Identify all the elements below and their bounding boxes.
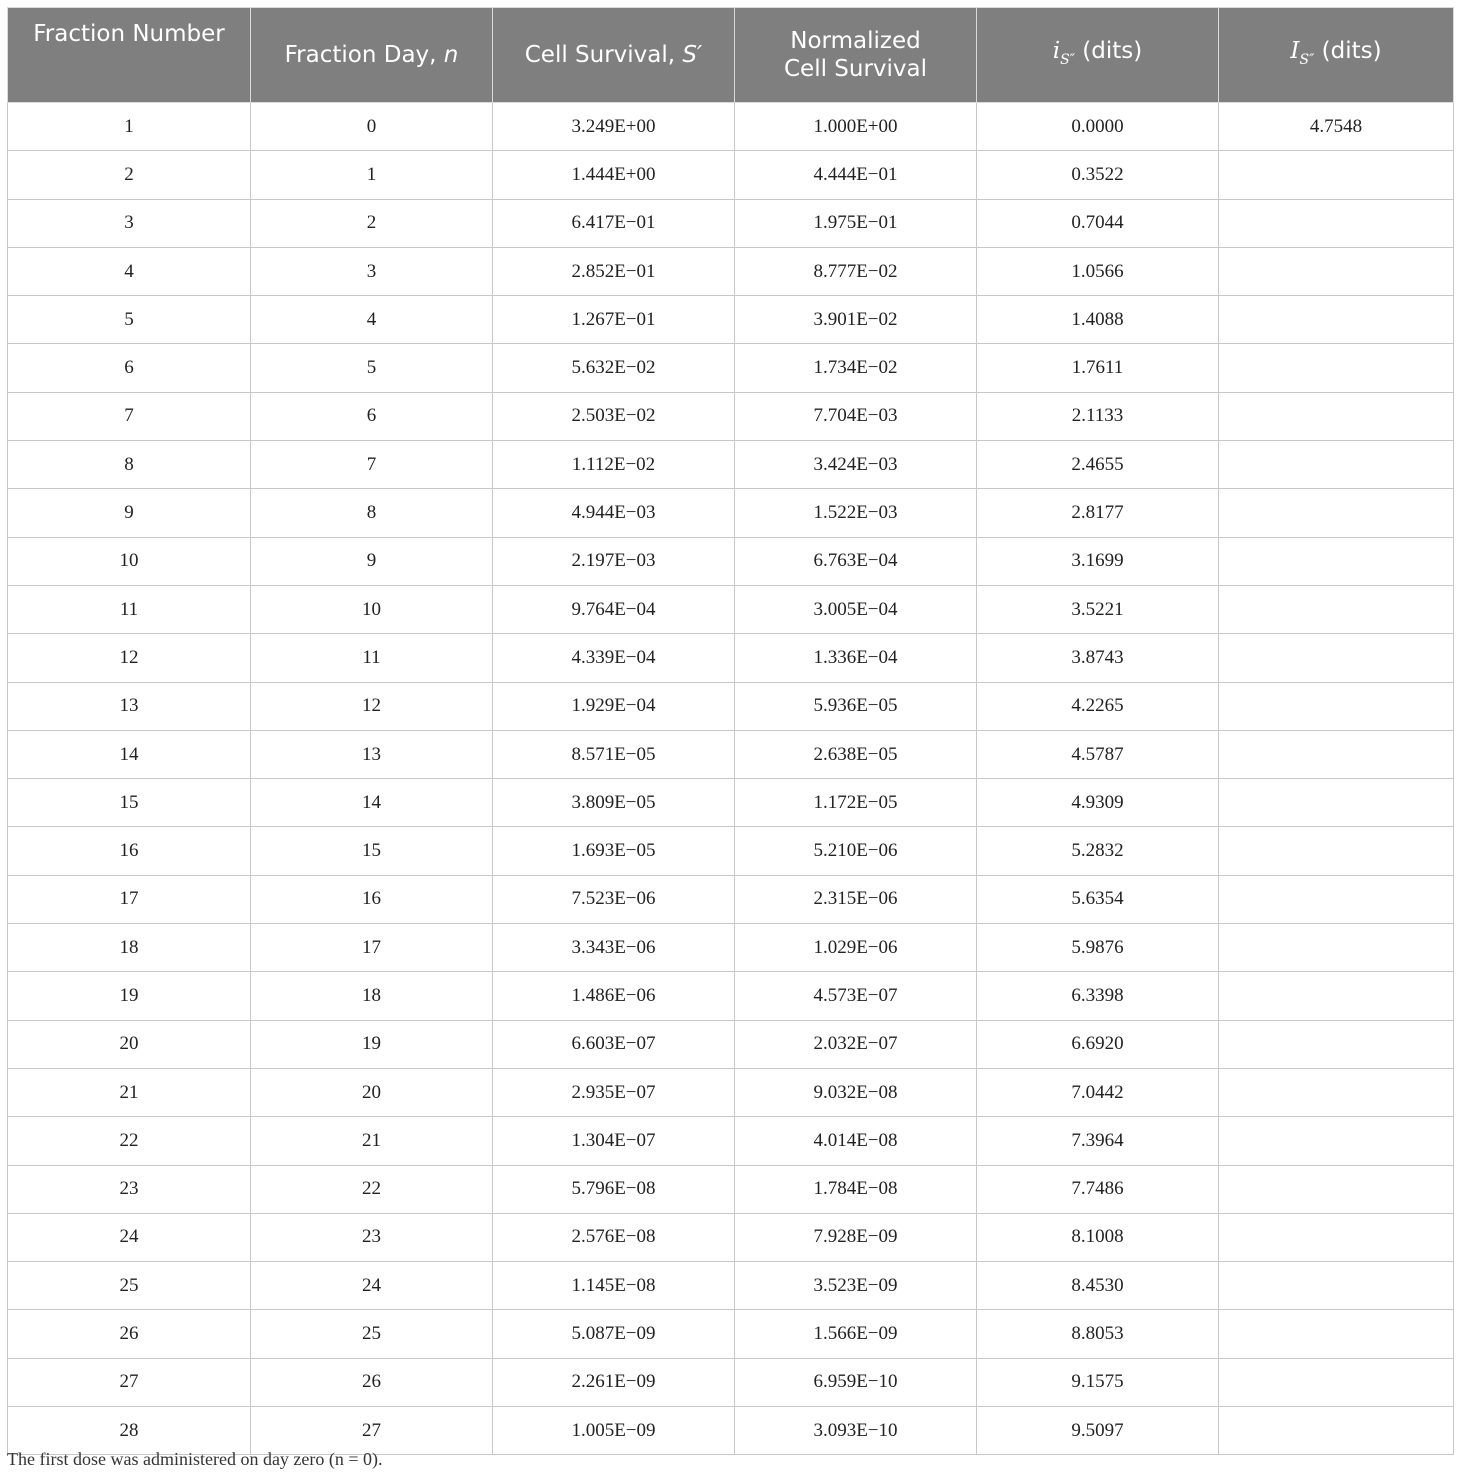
header-i-units: (dits) bbox=[1074, 37, 1143, 64]
cell-fraction-day: 4 bbox=[251, 296, 493, 344]
cell-normalized-survival: 3.523E−09 bbox=[735, 1262, 977, 1310]
cell-normalized-survival: 8.777E−02 bbox=[735, 247, 977, 295]
cell-I-dits bbox=[1219, 441, 1454, 489]
cell-i-dits: 9.1575 bbox=[977, 1358, 1219, 1406]
cell-fraction-number: 10 bbox=[8, 537, 251, 585]
table-row bbox=[8, 1310, 1454, 1358]
cell-fraction-number: 13 bbox=[8, 682, 251, 730]
cell-cell-survival: 1.929E−04 bbox=[493, 682, 735, 730]
fraction-table bbox=[7, 7, 1454, 1455]
cell-fraction-day: 8 bbox=[251, 489, 493, 537]
cell-cell-survival: 4.944E−03 bbox=[493, 489, 735, 537]
cell-i-dits: 7.7486 bbox=[977, 1165, 1219, 1213]
cell-normalized-survival: 3.005E−04 bbox=[735, 585, 977, 633]
table-row bbox=[8, 972, 1454, 1020]
cell-I-dits bbox=[1219, 1165, 1454, 1213]
header-cell-survival bbox=[493, 8, 735, 103]
header-cell-survival-label: Cell Survival, bbox=[524, 42, 683, 68]
cell-fraction-day: 15 bbox=[251, 827, 493, 875]
cell-cell-survival: 5.087E−09 bbox=[493, 1310, 735, 1358]
data-table-container bbox=[7, 7, 1453, 1455]
cell-cell-survival: 2.576E−08 bbox=[493, 1213, 735, 1261]
cell-I-dits bbox=[1219, 1358, 1454, 1406]
cell-normalized-survival: 1.000E+00 bbox=[735, 103, 977, 151]
cell-fraction-day: 6 bbox=[251, 392, 493, 440]
cell-i-dits: 7.3964 bbox=[977, 1117, 1219, 1165]
header-i-subscript: S″ bbox=[1060, 51, 1075, 68]
cell-normalized-survival: 3.093E−10 bbox=[735, 1407, 977, 1455]
cell-normalized-survival: 6.763E−04 bbox=[735, 537, 977, 585]
table-row bbox=[8, 875, 1454, 923]
cell-fraction-day: 7 bbox=[251, 441, 493, 489]
cell-cell-survival: 9.764E−04 bbox=[493, 585, 735, 633]
cell-fraction-number: 11 bbox=[8, 585, 251, 633]
cell-I-dits bbox=[1219, 392, 1454, 440]
cell-fraction-number: 16 bbox=[8, 827, 251, 875]
cell-fraction-number: 8 bbox=[8, 441, 251, 489]
cell-fraction-number: 21 bbox=[8, 1068, 251, 1116]
cell-fraction-day: 25 bbox=[251, 1310, 493, 1358]
table-row bbox=[8, 634, 1454, 682]
table-row bbox=[8, 247, 1454, 295]
cell-fraction-day: 19 bbox=[251, 1020, 493, 1068]
cell-i-dits: 8.1008 bbox=[977, 1213, 1219, 1261]
cell-i-dits: 3.5221 bbox=[977, 585, 1219, 633]
cell-i-dits: 4.9309 bbox=[977, 779, 1219, 827]
cell-fraction-day: 16 bbox=[251, 875, 493, 923]
cell-fraction-number: 3 bbox=[8, 199, 251, 247]
cell-i-dits: 5.2832 bbox=[977, 827, 1219, 875]
cell-I-dits bbox=[1219, 199, 1454, 247]
header-normalized-cell-survival bbox=[735, 8, 977, 103]
cell-cell-survival: 1.145E−08 bbox=[493, 1262, 735, 1310]
cell-i-dits: 4.5787 bbox=[977, 730, 1219, 778]
cell-normalized-survival: 1.784E−08 bbox=[735, 1165, 977, 1213]
table-row bbox=[8, 199, 1454, 247]
cell-normalized-survival: 3.424E−03 bbox=[735, 441, 977, 489]
cell-I-dits bbox=[1219, 730, 1454, 778]
cell-normalized-survival: 7.928E−09 bbox=[735, 1213, 977, 1261]
cell-cell-survival: 2.197E−03 bbox=[493, 537, 735, 585]
cell-fraction-day: 27 bbox=[251, 1407, 493, 1455]
cell-fraction-number: 17 bbox=[8, 875, 251, 923]
header-fraction-day bbox=[251, 8, 493, 103]
cell-fraction-day: 26 bbox=[251, 1358, 493, 1406]
cell-normalized-survival: 1.336E−04 bbox=[735, 634, 977, 682]
cell-normalized-survival: 9.032E−08 bbox=[735, 1068, 977, 1116]
cell-i-dits: 0.7044 bbox=[977, 199, 1219, 247]
cell-cell-survival: 2.935E−07 bbox=[493, 1068, 735, 1116]
cell-normalized-survival: 4.573E−07 bbox=[735, 972, 977, 1020]
cell-i-dits: 2.4655 bbox=[977, 441, 1219, 489]
cell-normalized-survival: 2.638E−05 bbox=[735, 730, 977, 778]
table-row bbox=[8, 1213, 1454, 1261]
table-body bbox=[8, 103, 1454, 1455]
table-row bbox=[8, 730, 1454, 778]
cell-i-dits: 8.4530 bbox=[977, 1262, 1219, 1310]
cell-fraction-day: 21 bbox=[251, 1117, 493, 1165]
table-row bbox=[8, 103, 1454, 151]
cell-normalized-survival: 7.704E−03 bbox=[735, 392, 977, 440]
cell-I-dits bbox=[1219, 1020, 1454, 1068]
cell-fraction-day: 12 bbox=[251, 682, 493, 730]
cell-fraction-day: 10 bbox=[251, 585, 493, 633]
cell-I-dits bbox=[1219, 779, 1454, 827]
header-i-symbol: i bbox=[1052, 37, 1061, 64]
cell-normalized-survival: 4.444E−01 bbox=[735, 151, 977, 199]
cell-fraction-number: 7 bbox=[8, 392, 251, 440]
table-row bbox=[8, 1407, 1454, 1455]
cell-normalized-survival: 1.975E−01 bbox=[735, 199, 977, 247]
cell-cell-survival: 2.261E−09 bbox=[493, 1358, 735, 1406]
cell-i-dits: 3.8743 bbox=[977, 634, 1219, 682]
cell-I-dits bbox=[1219, 151, 1454, 199]
table-row bbox=[8, 585, 1454, 633]
cell-i-dits: 6.3398 bbox=[977, 972, 1219, 1020]
header-row bbox=[8, 8, 1454, 103]
header-cell-survival-var: S′ bbox=[682, 42, 703, 68]
cell-normalized-survival: 2.315E−06 bbox=[735, 875, 977, 923]
cell-normalized-survival: 5.936E−05 bbox=[735, 682, 977, 730]
cell-fraction-day: 20 bbox=[251, 1068, 493, 1116]
cell-i-dits: 3.1699 bbox=[977, 537, 1219, 585]
cell-normalized-survival: 1.029E−06 bbox=[735, 924, 977, 972]
cell-fraction-day: 2 bbox=[251, 199, 493, 247]
cell-fraction-day: 17 bbox=[251, 924, 493, 972]
cell-cell-survival: 3.809E−05 bbox=[493, 779, 735, 827]
cell-fraction-number: 25 bbox=[8, 1262, 251, 1310]
table-row bbox=[8, 344, 1454, 392]
cell-cell-survival: 2.503E−02 bbox=[493, 392, 735, 440]
cell-fraction-day: 18 bbox=[251, 972, 493, 1020]
cell-fraction-number: 24 bbox=[8, 1213, 251, 1261]
cell-cell-survival: 4.339E−04 bbox=[493, 634, 735, 682]
table-row bbox=[8, 1117, 1454, 1165]
header-i-dits bbox=[977, 8, 1219, 103]
cell-fraction-day: 3 bbox=[251, 247, 493, 295]
table-row bbox=[8, 537, 1454, 585]
table-row bbox=[8, 924, 1454, 972]
table-footnote: The first dose was administered on day zero (n = 0). bbox=[7, 1449, 383, 1469]
header-normalized-line2: Cell Survival bbox=[783, 56, 928, 82]
cell-i-dits: 0.0000 bbox=[977, 103, 1219, 151]
cell-I-dits: 4.7548 bbox=[1219, 103, 1454, 151]
table-row bbox=[8, 296, 1454, 344]
cell-cell-survival: 1.267E−01 bbox=[493, 296, 735, 344]
table-row bbox=[8, 489, 1454, 537]
cell-i-dits: 2.1133 bbox=[977, 392, 1219, 440]
cell-normalized-survival: 5.210E−06 bbox=[735, 827, 977, 875]
cell-fraction-day: 0 bbox=[251, 103, 493, 151]
cell-I-dits bbox=[1219, 1117, 1454, 1165]
cell-fraction-number: 27 bbox=[8, 1358, 251, 1406]
cell-normalized-survival: 1.734E−02 bbox=[735, 344, 977, 392]
table-row bbox=[8, 1020, 1454, 1068]
cell-I-dits bbox=[1219, 875, 1454, 923]
cell-cell-survival: 5.796E−08 bbox=[493, 1165, 735, 1213]
cell-I-dits bbox=[1219, 634, 1454, 682]
cell-fraction-number: 5 bbox=[8, 296, 251, 344]
table-row bbox=[8, 827, 1454, 875]
cell-fraction-number: 12 bbox=[8, 634, 251, 682]
cell-i-dits: 1.7611 bbox=[977, 344, 1219, 392]
table-header bbox=[8, 8, 1454, 103]
cell-i-dits: 1.0566 bbox=[977, 247, 1219, 295]
cell-I-dits bbox=[1219, 682, 1454, 730]
cell-fraction-number: 28 bbox=[8, 1407, 251, 1455]
cell-cell-survival: 3.249E+00 bbox=[493, 103, 735, 151]
cell-i-dits: 4.2265 bbox=[977, 682, 1219, 730]
table-row bbox=[8, 151, 1454, 199]
cell-cell-survival: 1.304E−07 bbox=[493, 1117, 735, 1165]
cell-I-dits bbox=[1219, 1262, 1454, 1310]
cell-cell-survival: 1.444E+00 bbox=[493, 151, 735, 199]
table-row bbox=[8, 1262, 1454, 1310]
cell-cell-survival: 5.632E−02 bbox=[493, 344, 735, 392]
cell-cell-survival: 1.112E−02 bbox=[493, 441, 735, 489]
cell-fraction-number: 2 bbox=[8, 151, 251, 199]
cell-fraction-day: 13 bbox=[251, 730, 493, 778]
cell-fraction-day: 9 bbox=[251, 537, 493, 585]
cell-fraction-day: 1 bbox=[251, 151, 493, 199]
cell-cell-survival: 6.417E−01 bbox=[493, 199, 735, 247]
header-normalized-line1: Normalized bbox=[790, 28, 921, 54]
cell-I-dits bbox=[1219, 344, 1454, 392]
cell-i-dits: 5.9876 bbox=[977, 924, 1219, 972]
table-row bbox=[8, 779, 1454, 827]
cell-fraction-number: 15 bbox=[8, 779, 251, 827]
cell-fraction-day: 5 bbox=[251, 344, 493, 392]
cell-cell-survival: 3.343E−06 bbox=[493, 924, 735, 972]
cell-i-dits: 5.6354 bbox=[977, 875, 1219, 923]
cell-normalized-survival: 1.566E−09 bbox=[735, 1310, 977, 1358]
cell-i-dits: 1.4088 bbox=[977, 296, 1219, 344]
cell-i-dits: 0.3522 bbox=[977, 151, 1219, 199]
cell-fraction-number: 26 bbox=[8, 1310, 251, 1358]
cell-I-dits bbox=[1219, 1213, 1454, 1261]
cell-I-dits bbox=[1219, 296, 1454, 344]
cell-fraction-day: 23 bbox=[251, 1213, 493, 1261]
cell-i-dits: 2.8177 bbox=[977, 489, 1219, 537]
header-I-symbol: I bbox=[1290, 37, 1300, 64]
cell-i-dits: 9.5097 bbox=[977, 1407, 1219, 1455]
table-row bbox=[8, 1068, 1454, 1116]
header-fraction-day-var: n bbox=[443, 42, 459, 68]
cell-cell-survival: 6.603E−07 bbox=[493, 1020, 735, 1068]
cell-fraction-day: 24 bbox=[251, 1262, 493, 1310]
cell-i-dits: 7.0442 bbox=[977, 1068, 1219, 1116]
cell-fraction-day: 11 bbox=[251, 634, 493, 682]
cell-I-dits bbox=[1219, 972, 1454, 1020]
cell-fraction-day: 22 bbox=[251, 1165, 493, 1213]
cell-fraction-number: 9 bbox=[8, 489, 251, 537]
cell-normalized-survival: 6.959E−10 bbox=[735, 1358, 977, 1406]
cell-fraction-day: 14 bbox=[251, 779, 493, 827]
cell-fraction-number: 22 bbox=[8, 1117, 251, 1165]
cell-cell-survival: 1.693E−05 bbox=[493, 827, 735, 875]
cell-I-dits bbox=[1219, 537, 1454, 585]
cell-cell-survival: 1.005E−09 bbox=[493, 1407, 735, 1455]
cell-cell-survival: 7.523E−06 bbox=[493, 875, 735, 923]
cell-fraction-number: 1 bbox=[8, 103, 251, 151]
cell-fraction-number: 23 bbox=[8, 1165, 251, 1213]
cell-fraction-number: 4 bbox=[8, 247, 251, 295]
cell-fraction-number: 14 bbox=[8, 730, 251, 778]
cell-I-dits bbox=[1219, 1068, 1454, 1116]
cell-I-dits bbox=[1219, 827, 1454, 875]
cell-fraction-number: 19 bbox=[8, 972, 251, 1020]
cell-fraction-number: 6 bbox=[8, 344, 251, 392]
header-fraction-number: Fraction Number bbox=[8, 8, 251, 103]
cell-normalized-survival: 1.522E−03 bbox=[735, 489, 977, 537]
cell-i-dits: 6.6920 bbox=[977, 1020, 1219, 1068]
cell-I-dits bbox=[1219, 489, 1454, 537]
cell-normalized-survival: 2.032E−07 bbox=[735, 1020, 977, 1068]
cell-normalized-survival: 3.901E−02 bbox=[735, 296, 977, 344]
cell-I-dits bbox=[1219, 1407, 1454, 1455]
header-I-units: (dits) bbox=[1314, 37, 1382, 64]
cell-cell-survival: 2.852E−01 bbox=[493, 247, 735, 295]
cell-fraction-number: 20 bbox=[8, 1020, 251, 1068]
header-I-subscript: S″ bbox=[1299, 51, 1315, 68]
cell-fraction-number: 18 bbox=[8, 924, 251, 972]
table-row bbox=[8, 1358, 1454, 1406]
cell-normalized-survival: 4.014E−08 bbox=[735, 1117, 977, 1165]
header-fraction-day-label: Fraction Day, bbox=[284, 42, 444, 68]
table-row bbox=[8, 682, 1454, 730]
cell-I-dits bbox=[1219, 924, 1454, 972]
table-row bbox=[8, 1165, 1454, 1213]
cell-I-dits bbox=[1219, 247, 1454, 295]
table-row bbox=[8, 392, 1454, 440]
cell-cell-survival: 1.486E−06 bbox=[493, 972, 735, 1020]
cell-I-dits bbox=[1219, 1310, 1454, 1358]
cell-normalized-survival: 1.172E−05 bbox=[735, 779, 977, 827]
cell-I-dits bbox=[1219, 585, 1454, 633]
table-row bbox=[8, 441, 1454, 489]
cell-cell-survival: 8.571E−05 bbox=[493, 730, 735, 778]
header-I-dits bbox=[1219, 8, 1454, 103]
cell-i-dits: 8.8053 bbox=[977, 1310, 1219, 1358]
